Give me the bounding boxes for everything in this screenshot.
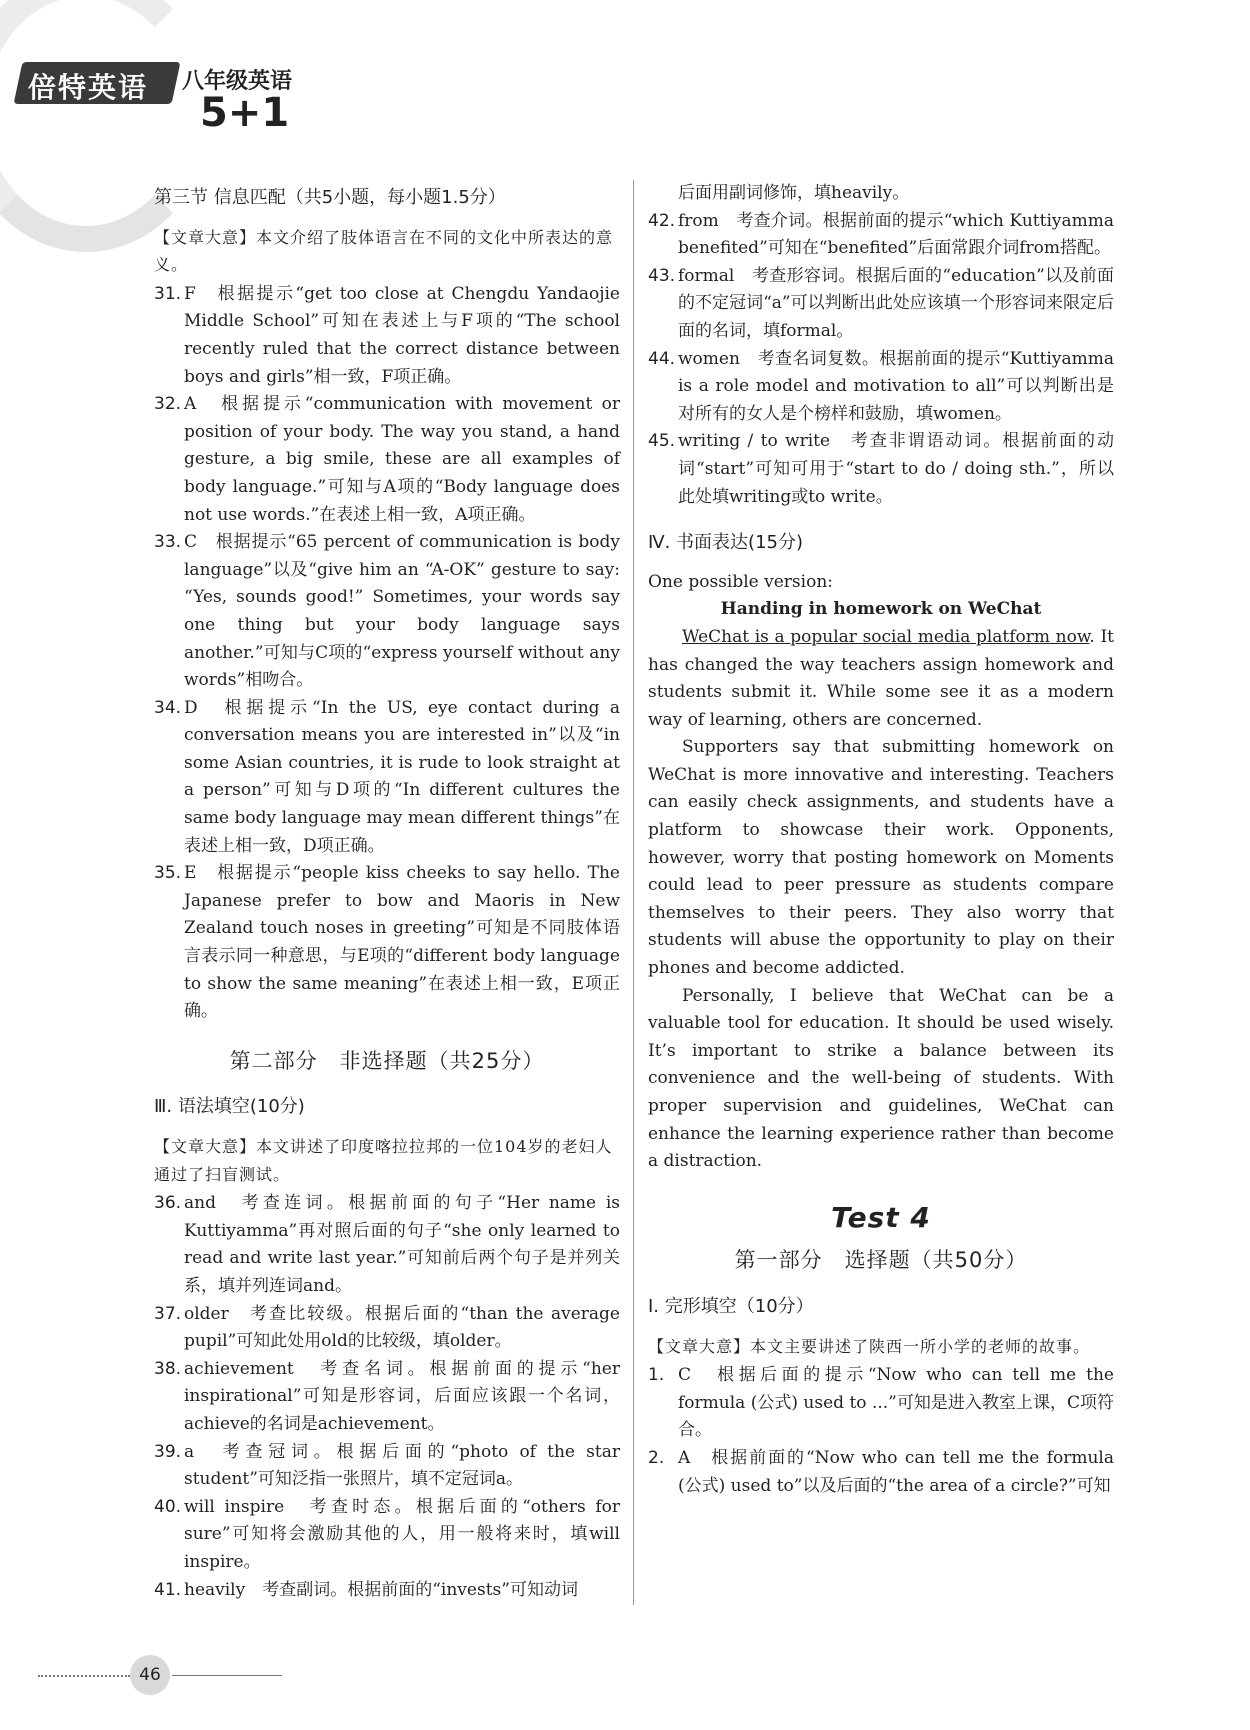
footer-line <box>172 1675 282 1676</box>
section-title: 第三节 信息匹配（共5小题，每小题1.5分） <box>154 187 506 208</box>
answer-item: 41. heavily 考查副词。根据前面的“invests”可知动词 <box>154 1579 578 1600</box>
answer-item: 35. E 根据提示“people kiss cheeks to say hello. The Japanese prefer to bow and Maoris in New Zealand touch noses in greeting”可知是不同肢体语言表示同一种意思，与E项的“different body language to show the same meaning”在表述上相一致，E项正确。 <box>154 863 620 1022</box>
answer-item: 32. A 根据提示“communication with movement or position of your body. The way you stand, a hand gesture, a big smile, these are all examples of body language.”可知与A项的“Body language does not use words.”在表述上相一致，A项正确。 <box>154 394 620 525</box>
part-title: 第二部分 非选择题（共25分） <box>229 1048 545 1073</box>
answer-item: 36. and 考查连词。根据前面的句子“Her name is Kuttiyamma”再对照后面的句子“she only learned to read and write last year.”可知前后两个句子是并列关系，填并列连词and。 <box>154 1193 620 1296</box>
answer-item: 44. women 考查名词复数。根据前面的提示“Kuttiyamma is a role model and motivation to all”可以判断出是对所有的女人是个榜样和鼓励，填women。 <box>648 348 1114 424</box>
answer-item: 31. F 根据提示“get too close at Chengdu Yandaojie Middle School”可知在表述上与F项的“The school recently ruled that the correct distance between boys and girls”相一致，F项正确。 <box>154 283 620 387</box>
answer-item: 34. D 根据提示“In the US, eye contact during a conversation means you are interested in”以及“in some Asian countries, it is rude to look straight at a person”可知与D项的“In different cultures the same body language may mean different things”在表述上相一致，D项正确。 <box>154 697 620 856</box>
article-summary: 【文章大意】本文主要讲述了陕西一所小学的老师的故事。 <box>648 1336 1091 1356</box>
section-title: Ⅰ. 完形填空（10分） <box>648 1295 814 1317</box>
version-label: One possible version: <box>648 571 833 592</box>
answer-item: 40. will inspire 考查时态。根据后面的“others for sure”可知将会激励其他的人，用一般将来时，填will inspire。 <box>154 1496 620 1572</box>
answer-item: 42. from 考查介词。根据前面的提示“which Kuttiyamma benefited”可知在“benefited”后面常跟介词from搭配。 <box>648 210 1114 259</box>
answer-item: 2. A 根据前面的“Now who can tell me the formula (公式) used to”以及后面的“the area of a circle?”可知 <box>648 1447 1114 1496</box>
footer-dotted-line <box>38 1675 130 1677</box>
essay-paragraph: WeChat is a popular social media platform now. It has changed the way teachers assign homework and students submit it. While some see it as a modern way of learning, others are concerned. <box>648 626 1114 730</box>
answer-item: 39. a 考查冠词。根据后面的“photo of the star student”可知泛指一张照片，填不定冠词a。 <box>154 1441 620 1490</box>
right-column <box>648 180 1114 1500</box>
section-title: Ⅲ. 语法填空(10分) <box>154 1096 305 1118</box>
column-divider <box>633 180 634 1605</box>
essay-paragraph: Supporters say that submitting homework on WeChat is more innovative and interesting. Teachers can easily check assignments, and students have a platform to showcase their work. Opponents, however, worry that posting homework on Moments could lead to peer pressure as students compare themselves to their peers. They also worry that students will abuse the opportunity to play on their phones and become addicted. <box>648 737 1114 979</box>
essay-title: Handing in homework on WeChat <box>720 599 1042 620</box>
answer-item: 43. formal 考查形容词。根据后面的“education”以及前面的不定冠词“a”可以判断出此处应该填一个形容词来限定后面的名词，填formal。 <box>648 265 1114 341</box>
article-summary: 【文章大意】本文讲述了印度喀拉拉邦的一位104岁的老妇人通过了扫盲测试。 <box>154 1137 613 1184</box>
article-summary: 【文章大意】本文介绍了肢体语言在不同的文化中所表达的意义。 <box>154 227 614 275</box>
series-label: 5+1 <box>200 90 290 136</box>
essay-paragraph: Personally, I believe that WeChat can be a valuable tool for education. It should be used wisely. It’s important to strike a balance between its convenience and the well-being of students. With proper supervision and guidelines, WeChat can enhance the learning experience rather than become a distraction. <box>648 985 1114 1172</box>
part-title: 第一部分 选择题（共50分） <box>734 1248 1028 1273</box>
left-column <box>154 180 620 1604</box>
page-number: 46 <box>130 1655 170 1695</box>
answer-item: 33. C 根据提示“65 percent of communication is body language”以及“give him an “A-OK” gesture to say: “Yes, sounds good!” Sometimes, your words say one thing but your body language says another.”可知与C项的“express yourself without any words”相吻合。 <box>154 532 620 691</box>
test-title: Test 4 <box>831 1200 931 1234</box>
answer-item: 37. older 考查比较级。根据后面的“than the average pupil”可知此处用old的比较级，填older。 <box>154 1303 620 1352</box>
answer-continuation: 后面用副词修饰，填heavily。 <box>678 183 910 203</box>
answer-item: 1. C 根据后面的提示“Now who can tell me the formula (公式) used to ...”可知是进入教室上课，C项符合。 <box>648 1365 1114 1441</box>
answer-item: 45. writing / to write 考查非谓语动词。根据前面的动词“start”可知可用于“start to do / doing sth.”，所以此处填writing或to write。 <box>648 431 1114 507</box>
brand-logo-text: 倍特英语 <box>28 71 149 104</box>
answer-item: 38. achievement 考查名词。根据前面的提示“her inspirational”可知是形容词，后面应该跟一个名词，achieve的名词是achievement。 <box>154 1358 620 1434</box>
page-header <box>0 0 360 190</box>
section-title: Ⅳ. 书面表达(15分) <box>648 532 804 554</box>
grade-label: 八年级英语 <box>182 69 293 94</box>
